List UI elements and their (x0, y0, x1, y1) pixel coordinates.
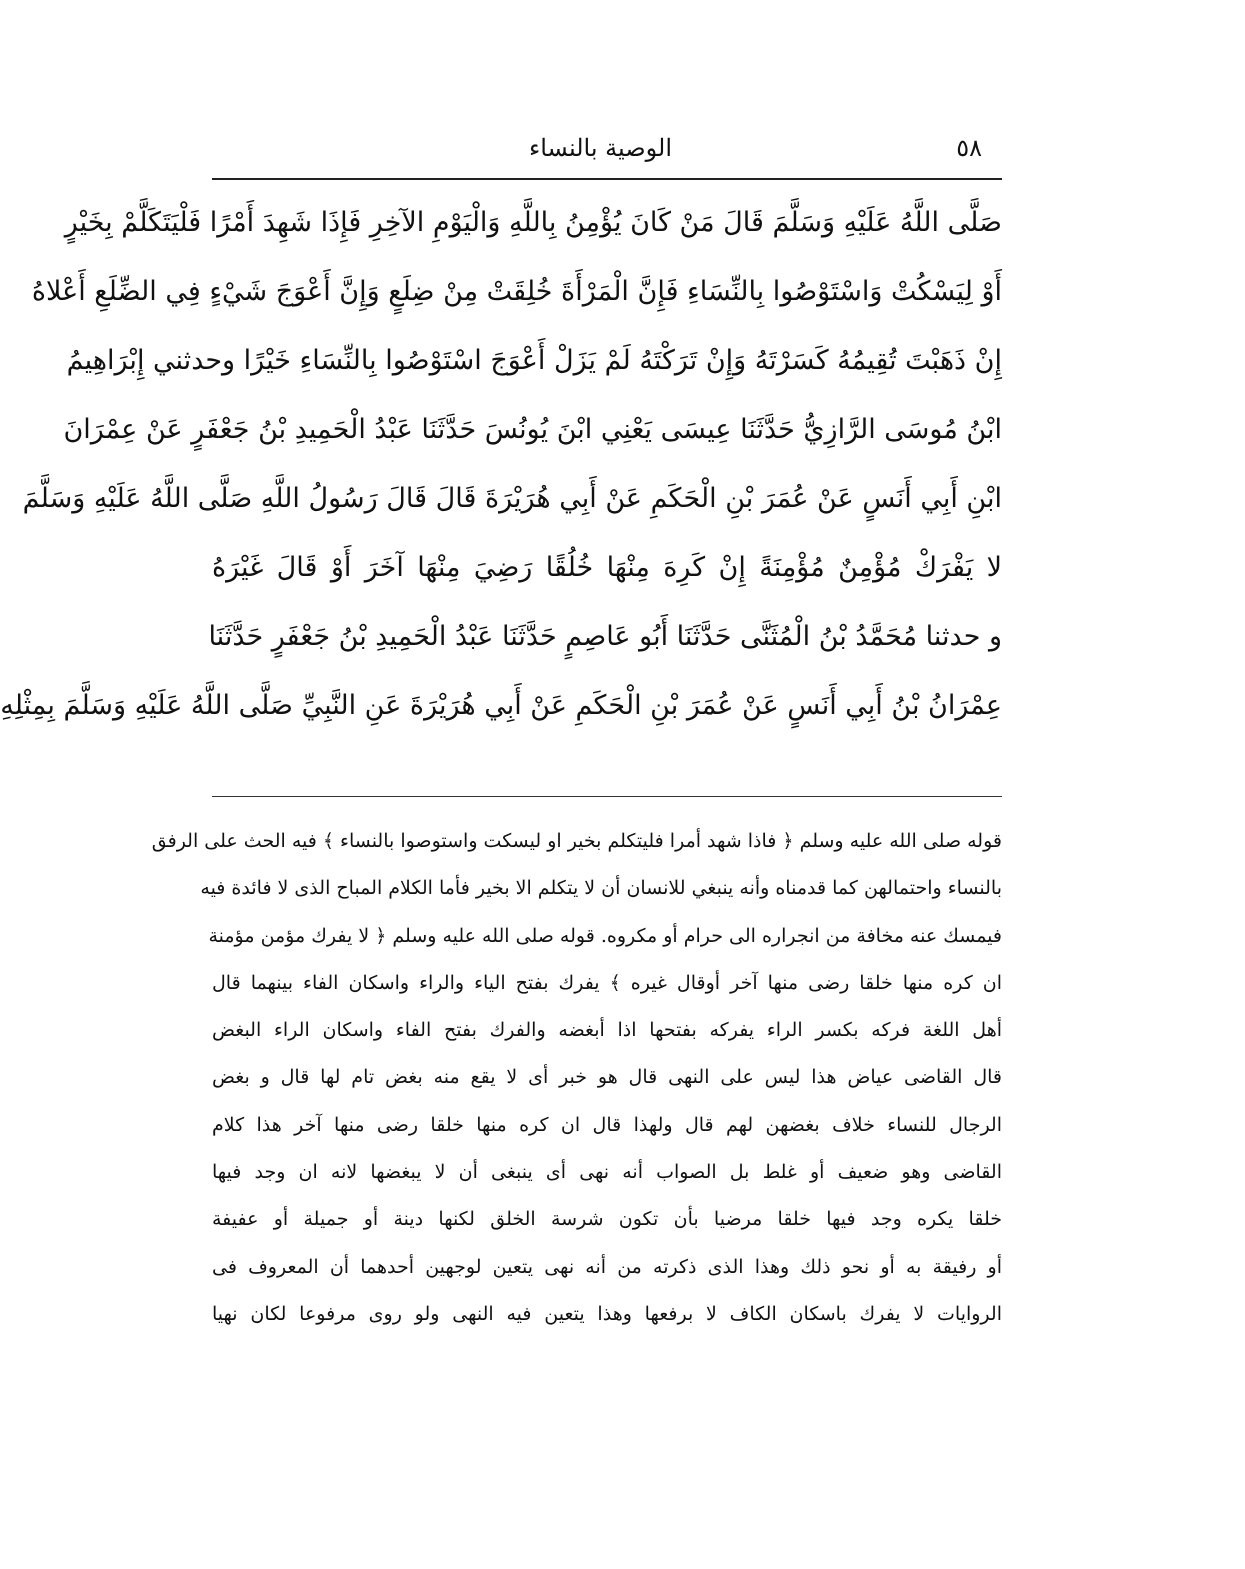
commentary-text-block (151, 818, 1002, 1338)
hadith-text-block (0, 188, 1002, 740)
hadith-line: عِمْرَانُ بْنُ أَبِي أَنَسٍ عَنْ عُمَرَ بْنِ الْحَكَمِ عَنْ أَبِي هُرَيْرَةَ عَنِ النَّبِيِّ صَلَّى اللَّهُ عَلَيْهِ وَسَلَّمَ بِمِثْلِهِ (0, 690, 1002, 721)
commentary-line: القاضى وهو ضعيف أو غلط بل الصواب أنه نهى أى ينبغى أن لا يبغضها لانه ان وجد فيها (212, 1161, 1002, 1184)
hadith-line: لا يَفْرَكْ مُؤْمِنٌ مُؤْمِنَةً إِنْ كَرِهَ مِنْهَا خُلُقًا رَضِيَ مِنْهَا آخَرَ أَوْ قَالَ غَيْرَهُ (212, 552, 1002, 583)
commentary-line: أهل اللغة فركه بكسر الراء يفركه بفتحها اذا أبغضه والفرك بفتح الفاء واسكان الراء البغض (212, 1019, 1002, 1042)
hadith-line: صَلَّى اللَّهُ عَلَيْهِ وَسَلَّمَ قَالَ مَنْ كَانَ يُؤْمِنُ بِاللَّهِ وَالْيَوْمِ الآخِرِ فَإِذَا شَهِدَ أَمْرًا فَلْيَتَكَلَّمْ بِخَيْرٍ (64, 207, 1002, 238)
commentary-separator-rule (212, 796, 1002, 797)
commentary-line: الروايات لا يفرك باسكان الكاف لا برفعها وهذا يتعين فيه النهى ولو روى مرفوعا لكان نهيا (212, 1302, 1002, 1325)
commentary-line: ان كره منها خلقا رضى منها آخر أوقال غيره ﴾ يفرك بفتح الياء والراء واسكان الفاء بينهما قال (212, 971, 1002, 994)
commentary-line: قال القاضى عياض هذا ليس على النهى قال هو خبر أى لا يقع منه بغض تام لها قال و بغض (212, 1066, 1002, 1089)
hadith-line: ابْنِ أَبِي أَنَسٍ عَنْ عُمَرَ بْنِ الْحَكَمِ عَنْ أَبِي هُرَيْرَةَ قَالَ قَالَ رَسُولُ اللَّهِ صَلَّى اللَّهُ عَلَيْهِ وَسَلَّمَ (22, 483, 1002, 514)
hadith-line: إِنْ ذَهَبْتَ تُقِيمُهُ كَسَرْتَهُ وَإِنْ تَرَكْتَهُ لَمْ يَزَلْ أَعْوَجَ اسْتَوْصُوا بِالنِّسَاءِ خَيْرًا وحدثني إِبْرَاهِيمُ (66, 345, 1002, 376)
commentary-line: فيمسك عنه مخافة من انجراره الى حرام أو مكروه. قوله صلى الله عليه وسلم ﴿ لا يفرك مؤمن مؤمنة (208, 924, 1002, 947)
commentary-line: بالنساء واحتمالهن كما قدمناه وأنه ينبغي للانسان أن لا يتكلم الا بخير فأما الكلام المباح الذى لا فائدة فيه (200, 877, 1002, 900)
header-rule (212, 178, 1002, 180)
commentary-line: الرجال للنساء خلاف بغضهن لهم قال ولهذا قال ان كره منها خلقا رضى منها آخر هذا كلام (212, 1113, 1002, 1136)
running-title: الوصية بالنساء (528, 134, 672, 162)
hadith-line: ابْنُ مُوسَى الرَّازِيُّ حَدَّثَنَا عِيسَى يَعْنِي ابْنَ يُونُسَ حَدَّثَنَا عَبْدُ الْحَمِيدِ بْنُ جَعْفَرٍ عَنْ عِمْرَانَ (63, 414, 1002, 445)
page-header (212, 128, 1002, 168)
hadith-line: و حدثنا مُحَمَّدُ بْنُ الْمُثَنَّى حَدَّثَنَا أَبُو عَاصِمٍ حَدَّثَنَا عَبْدُ الْحَمِيدِ بْنُ جَعْفَرٍ حَدَّثَنَا (208, 621, 1002, 652)
commentary-line: أو رفيقة به أو نحو ذلك وهذا الذى ذكرته من أنه نهى يتعين لوجهين أحدهما أن المعروف فى (212, 1255, 1002, 1278)
hadith-line: أَوْ لِيَسْكُتْ وَاسْتَوْصُوا بِالنِّسَاءِ فَإِنَّ الْمَرْأَةَ خُلِقَتْ مِنْ ضِلَعٍ وَإِنَّ أَعْوَجَ شَيْءٍ فِي الضِّلَعِ أَعْلاهُ (31, 276, 1002, 307)
commentary-line: قوله صلى الله عليه وسلم ﴿ فاذا شهد أمرا فليتكلم بخير او ليسكت واستوصوا بالنساء ﴾ فيه الحث على الرفق (151, 830, 1002, 852)
commentary-line: خلقا يكره وجد فيها خلقا مرضيا بأن تكون شرسة الخلق لكنها دينة أو جميلة أو عفيفة (212, 1208, 1002, 1231)
page-number: ٥٨ (956, 134, 982, 162)
